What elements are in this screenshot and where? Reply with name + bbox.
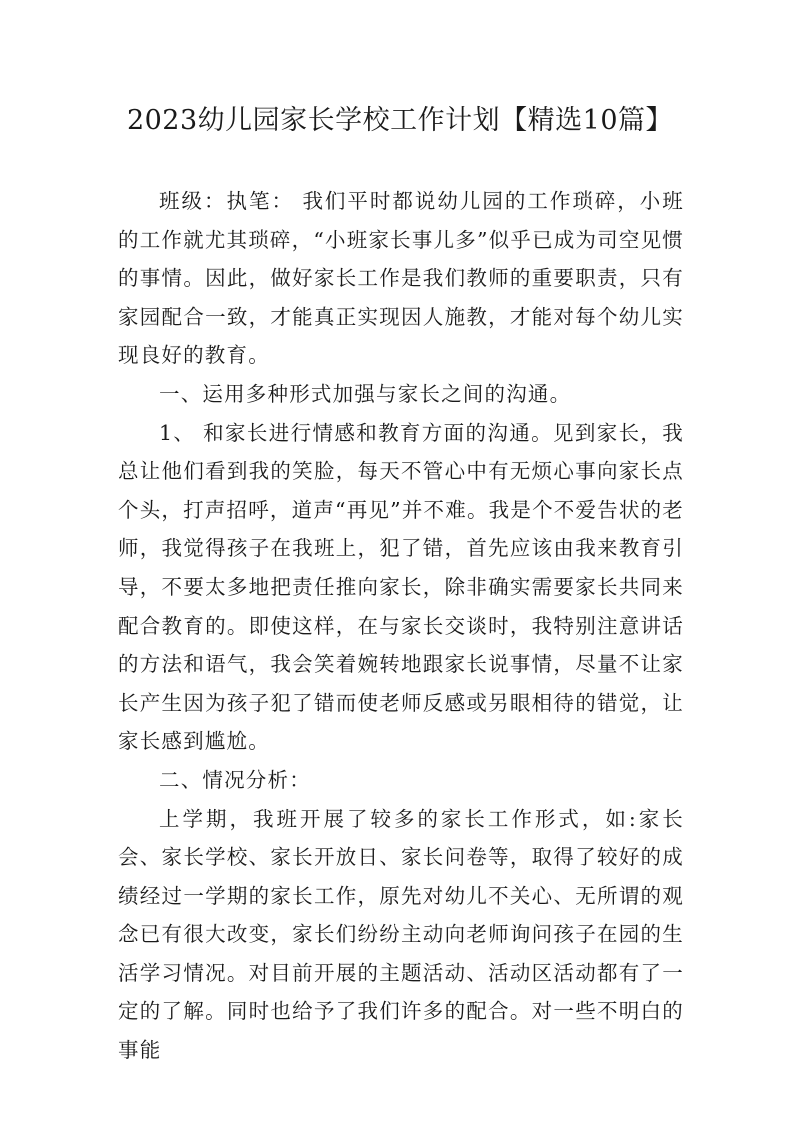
document-title: 2023幼儿园家长学校工作计划【精选10篇】 [126, 105, 674, 136]
paragraph-intro: 班级：执笔： 我们平时都说幼儿园的工作琐碎，小班的工作就尤其琐碎，“小班家长事儿多”似乎已成为司空见惯的事情。因此，做好家长工作是我们教师的重要职责，只有家园配合一致，才能真正实现因人施教，才能对每个幼儿实现良好的教育。 [118, 189, 684, 368]
section-heading-communication: 一、运用多种形式加强与家长之间的沟通。 [159, 381, 572, 406]
paragraph-communication-detail: 1、 和家长进行情感和教育方面的沟通。见到家长，我总让他们看到我的笑脸，每天不管心中有无烦心事向家长点个头，打声招呼，道声“再见”并不难。我是个不爱告状的老师，我觉得孩子在我班上，犯了错，首先应该由我来教育引导，不要太多地把责任推向家长，除非确实需要家长共同来配合教育的。即使这样，在与家长交谈时，我特别注意讲话的方法和语气，我会笑着婉转地跟家长说事情，尽量不让家长产生因为孩子犯了错而使老师反感或另眼相待的错觉，让家长感到尴尬。 [118, 420, 684, 754]
paragraph-analysis-detail: 上学期，我班开展了较多的家长工作形式，如:家长会、家长学校、家长开放日、家长问卷等，取得了较好的成绩经过一学期的家长工作，原先对幼儿不关心、无所谓的观念已有很大改变，家长们纷纷主动向老师询问孩子在园的生活学习情况。对目前开展的主题活动、活动区活动都有了一定的了解。同时也给予了我们许多的配合。对一些不明白的事能 [118, 806, 684, 1063]
document-body [118, 182, 684, 1070]
section-heading-analysis: 二、情况分析： [159, 767, 311, 792]
